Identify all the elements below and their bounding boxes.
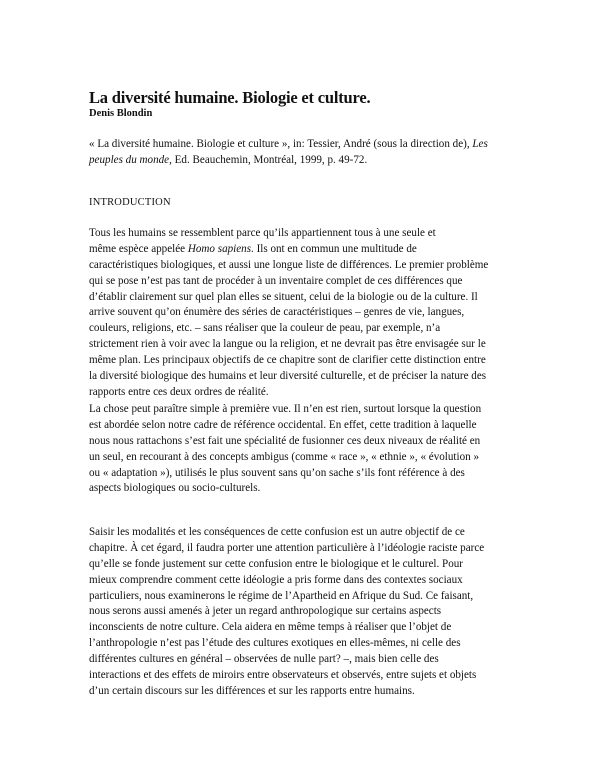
paragraph-line: rapports entre ces deux ordres de réalité. [89, 385, 269, 398]
paragraph-line: ou « adaptation »), utilisés le plus souvent sans qu’on sache s’ils font référence à des [89, 466, 465, 479]
paragraph-line: est abordée selon notre cadre de référence occidental. En effet, cette tradition à laquelle [89, 418, 477, 431]
paragraph-line: arrive souvent qu’on énumère des séries de caractéristiques – genres de vie, langues, [89, 306, 465, 319]
paragraph-line: différentes cultures en général – observées de nulle part? –, mais bien celle des [89, 653, 439, 666]
paragraph-line: couleurs, religions, etc. – sans réaliser que la couleur de peau, par exemple, n’a [89, 322, 441, 335]
paragraph-line: d’établir clairement sur quel plan elles se situent, celui de la biologie ou de la culture. Il [89, 290, 478, 303]
paragraph-line: nous serons aussi amenés à jeter un regard anthropologique sur certains aspects [89, 605, 442, 618]
article-title: La diversité humaine. Biologie et culture. [89, 88, 371, 107]
paragraph-line: qu’elle se fonde justement sur cette confusion entre le biologique et le culturel. Pour [89, 557, 463, 570]
paragraph-line: la diversité biologique des humains et leur diversité culturelle, et de préciser la nature des [89, 370, 487, 383]
section-heading: INTRODUCTION [89, 197, 171, 208]
paragraph-line: même plan. Les principaux objectifs de ce chapitre sont de clarifier cette distinction entre [89, 354, 486, 367]
paragraph-line: aspects biologiques ou socio-culturels. [89, 482, 261, 495]
paragraph-line: La chose peut paraître simple à première vue. Il n’en est rien, surtout lorsque la question [89, 403, 482, 415]
paragraph-line: Tous les humains se ressemblent parce qu’ils appartiennent tous à une seule et [89, 227, 436, 239]
paragraph-third [89, 525, 519, 700]
paragraph-line: l’anthropologie n’est pas l’étude des cultures exotiques en elles-mêmes, ni celle des [89, 637, 461, 650]
reference-line: peuples du monde, Ed. Beauchemin, Montréal, 1999, p. 49-72. [89, 153, 368, 166]
paragraph-line: même espèce appelée Homo sapiens. Ils ont en commun une multitude de [89, 242, 417, 255]
paragraph-line: particuliers, nous examinerons le régime de l’Apartheid en Afrique du Sud. Ce faisant, [89, 589, 474, 602]
paragraph-line: interactions et des effets de miroirs entre observateurs et observés, entre sujets et objets [89, 669, 477, 682]
paragraph-line: un seul, en recourant à des concepts ambigus (comme « race », « ethnie », « évolution » [89, 450, 480, 463]
reference-line: « La diversité humaine. Biologie et culture », in: Tessier, André (sous la direction de), Les [89, 138, 488, 150]
paragraph-line: d’un certain discours sur les différences et sur les rapports entre humains. [89, 684, 415, 697]
paragraph-line: nous nous rattachons s’est fait une spécialité de fusionner ces deux niveaux de réalité en [89, 434, 481, 447]
paragraph-line: mieux comprendre comment cette idéologie a pris forme dans des contextes sociaux [89, 573, 463, 586]
paragraph-intro [89, 226, 519, 401]
paragraph-line: caractéristiques biologiques, et aussi une longue liste de différences. Le premier problème [89, 258, 489, 271]
bibliographic-reference [89, 137, 519, 169]
paragraph-line: inconscients de notre culture. Cela aidera en même temps à réaliser que l’objet de [89, 621, 452, 634]
paragraph-line: chapitre. À cet égard, il faudra porter une attention particulière à l’idéologie raciste parce [89, 541, 485, 554]
paragraph-second [89, 402, 519, 497]
article-author: Denis Blondin [89, 108, 153, 119]
paragraph-line: Saisir les modalités et les conséquences de cette confusion est un autre objectif de ce [89, 526, 465, 538]
paragraph-line: strictement rien à voir avec la langue ou la religion, et ne devrait pas être envisagée sur le [89, 338, 486, 351]
paragraph-line: qui se pose n’est pas tant de procéder à un inventaire complet de ces différences que [89, 274, 463, 287]
